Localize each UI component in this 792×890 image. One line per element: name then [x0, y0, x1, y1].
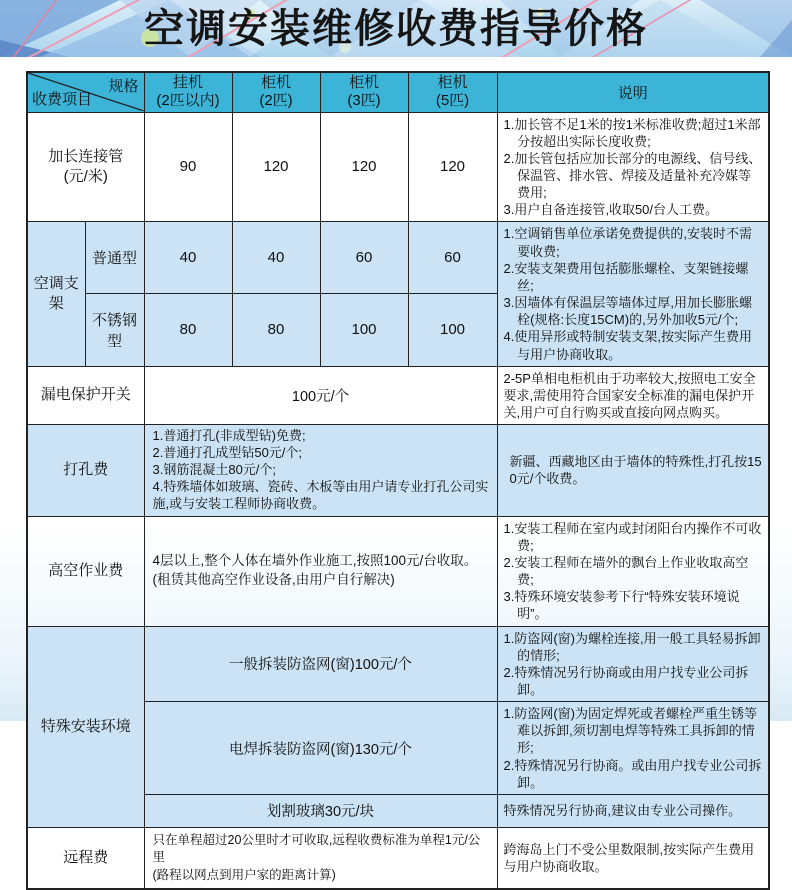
pipe-price-3p: 120: [320, 112, 408, 222]
note-drilling: 新疆、西藏地区由于墙体的特殊性,打孔按150元/个收费。: [497, 425, 769, 516]
row-high-work: [27, 516, 769, 626]
pipe-price-5p: 120: [408, 112, 497, 222]
row-special-anti-theft-normal: [27, 626, 769, 702]
price-table: [26, 71, 770, 890]
label-special-env: 特殊安装环境: [27, 626, 144, 827]
label-drilling: 打孔费: [27, 425, 144, 516]
header-row: [27, 72, 769, 112]
breaker-price: 100元/个: [144, 366, 497, 424]
col-header-cabinet-3p: 柜机 (3匹): [320, 72, 408, 112]
bracket-stainless-5p: 100: [408, 293, 497, 366]
label-breaker: 漏电保护开关: [27, 366, 144, 424]
label-high-work: 高空作业费: [27, 516, 144, 626]
page-title: 空调安装维修收费指导价格: [144, 7, 648, 51]
drilling-price-list: 1.普通打孔(非成型钻)免费; 2.普通打孔成型钻50元/个; 3.钢筋混凝土80元/个; 4.特殊墙体如玻璃、瓷砖、木板等由用户请专业打孔公司实施,或与安装工程师协商收费。: [144, 425, 497, 516]
banner: [0, 0, 792, 57]
label-extension-pipe: 加长连接管 (元/米): [27, 112, 144, 222]
row-extension-pipe: [27, 112, 769, 222]
bracket-stainless-3p: 100: [320, 293, 408, 366]
note-special-glass: 特殊情况另行协商,建议由专业公司操作。: [497, 794, 769, 827]
note-extension-pipe: 1.加长管不足1米的按1米标准收费;超过1米部分按超出实际长度收费; 2.加长管包括应加长部分的电源线、信号线、保温管、排水管、焊接及适量补充冷媒等费用; 3.用户自备连接管,收取50/台人工费。: [497, 112, 769, 222]
note-high-work: 1.安装工程师在室内或封闭阳台内操作不可收费; 2.安装工程师在墙外的飘台上作业收取高空费; 3.特殊环境安装参考下行“特殊安装环境说明”。: [497, 516, 769, 626]
col-header-cabinet-5p: 柜机 (5匹): [408, 72, 497, 112]
bracket-normal-2p: 40: [232, 222, 320, 293]
note-special-weld: 1.防盗网(窗)为固定焊死或者螺栓严重生锈等难以拆卸,须切割电焊等特殊工具拆卸的情形; 2.特殊情况另行协商。或由用户找专业公司拆卸。: [497, 702, 769, 795]
special-normal-price: 一般拆装防盗网(窗)100元/个: [144, 626, 497, 702]
note-bracket: 1.空调销售单位承诺免费提供的,安装时不需要收费; 2.安装支架费用包括膨胀螺栓、支架链接螺丝; 3.因墙体有保温层等墙体过厚,用加长膨胀螺栓(规格:长度15CM)的,另外加收5元/个; 4.使用异形或特制安装支架,按实际产生费用与用户协商收取。: [497, 222, 769, 366]
bracket-stainless-2p: 80: [232, 293, 320, 366]
row-bracket-normal: [27, 222, 769, 293]
note-remote-fee: 跨海岛上门不受公里数限制,按实际产生费用与用户协商收取。: [497, 827, 769, 889]
corner-label-spec: 规格: [108, 78, 139, 95]
pipe-price-wall: 90: [144, 112, 232, 222]
row-breaker: [27, 366, 769, 424]
corner-header-cell: [27, 72, 144, 112]
label-bracket-normal: 普通型: [85, 222, 144, 293]
col-header-note: 说明: [497, 72, 769, 112]
label-remote-fee: 远程费: [27, 827, 144, 889]
row-drilling: [27, 425, 769, 516]
label-bracket-stainless: 不锈钢型: [85, 293, 144, 366]
note-breaker: 2-5P单相电柜机由于功率较大,按照电工安全要求,需使用符合国家安全标准的漏电保护开关,用户可自行购买或直接向网点购买。: [497, 366, 769, 424]
col-header-wall-unit: 挂机 (2匹以内): [144, 72, 232, 112]
remote-fee-price: 只在单程超过20公里时才可收取,远程收费标准为单程1元/公里 (路程以网点到用户家的距离计算): [144, 827, 497, 889]
high-work-price: 4层以上,整个人体在墙外作业施工,按照100元/台收取。 (租赁其他高空作业设备,由用户自行解决): [144, 516, 497, 626]
special-glass-price: 划割玻璃30元/块: [144, 794, 497, 827]
corner-label-item: 收费项目: [32, 90, 93, 108]
special-weld-price: 电焊拆装防盗网(窗)130元/个: [144, 702, 497, 795]
bracket-normal-wall: 40: [144, 222, 232, 293]
col-header-cabinet-2p: 柜机 (2匹): [232, 72, 320, 112]
pipe-price-2p: 120: [232, 112, 320, 222]
row-remote-fee: [27, 827, 769, 889]
note-special-normal: 1.防盗网(窗)为螺栓连接,用一般工具轻易拆卸的情形; 2.特殊情况另行协商或由用户找专业公司拆卸。: [497, 626, 769, 702]
bracket-normal-5p: 60: [408, 222, 497, 293]
label-bracket: 空调支架: [27, 222, 85, 366]
bracket-stainless-wall: 80: [144, 293, 232, 366]
bracket-normal-3p: 60: [320, 222, 408, 293]
